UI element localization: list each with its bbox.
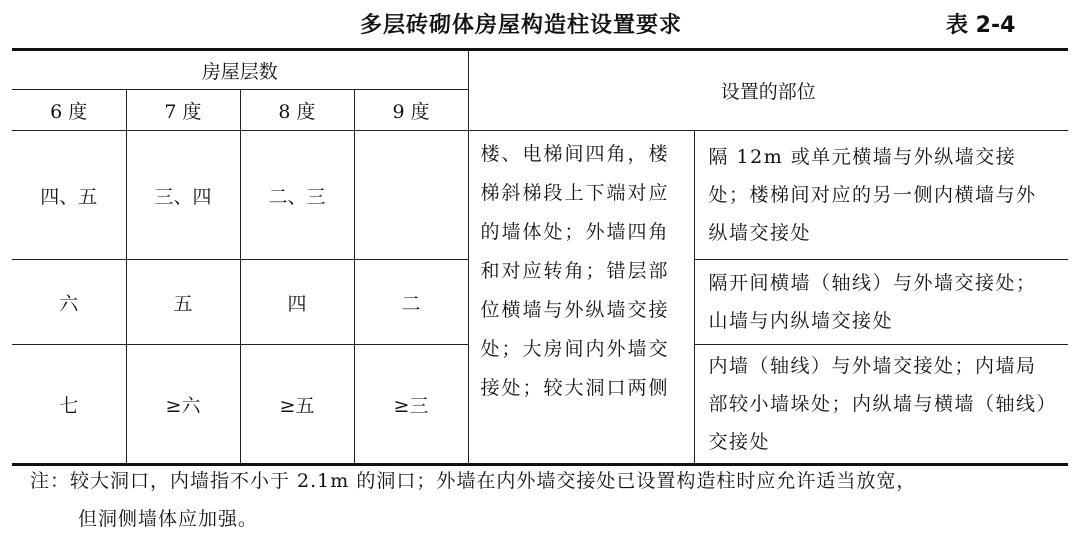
location-header: 设置的部位 [468, 50, 1068, 131]
table-note [30, 462, 1070, 538]
cell-d6: 四、五 [12, 131, 126, 260]
degree-6-header: 6 度 [12, 90, 126, 131]
cell-d8: 四 [240, 260, 354, 345]
row-location-cell: 隔 12m 或单元横墙与外纵墙交接处；楼梯间对应的另一侧内横墙与外纵墙交接处 [694, 131, 1068, 260]
common-location-cell: 楼、电梯间四角，楼梯斜梯段上下端对应的墙体处；外墙四角和对应转角；错层部位横墙与外纵墙交接处；大房间内外墙交接处；较大洞口两侧 [468, 131, 694, 465]
cell-d9 [354, 131, 468, 260]
cell-d7: ≥六 [126, 345, 240, 465]
construction-column-table [12, 48, 1068, 466]
cell-d7: 三、四 [126, 131, 240, 260]
cell-d8: ≥五 [240, 345, 354, 465]
note-line-1: 注：较大洞口，内墙指不小于 2.1m 的洞口；外墙在内外墙交接处已设置构造柱时应允许适当放宽， [30, 470, 917, 492]
cell-d6: 六 [12, 260, 126, 345]
cell-d9: ≥三 [354, 345, 468, 465]
cell-d6: 七 [12, 345, 126, 465]
cell-d9: 二 [354, 260, 468, 345]
note-line-2: 但洞侧墙体应加强。 [78, 508, 259, 530]
header-row [12, 50, 1068, 90]
cell-d7: 五 [126, 260, 240, 345]
degree-7-header: 7 度 [126, 90, 240, 131]
cell-d8: 二、三 [240, 131, 354, 260]
degree-8-header: 8 度 [240, 90, 354, 131]
table-title: 多层砖砌体房屋构造柱设置要求 [360, 13, 683, 38]
table-number: 表 2-4 [946, 13, 1016, 38]
floors-header: 房屋层数 [12, 50, 468, 90]
row-location-cell: 隔开间横墙（轴线）与外墙交接处；山墙与内纵墙交接处 [694, 260, 1068, 345]
row-location-cell: 内墙（轴线）与外墙交接处；内墙局部较小墙垛处；内纵墙与横墙（轴线）交接处 [694, 345, 1068, 465]
degree-9-header: 9 度 [354, 90, 468, 131]
table-row [12, 131, 1068, 260]
